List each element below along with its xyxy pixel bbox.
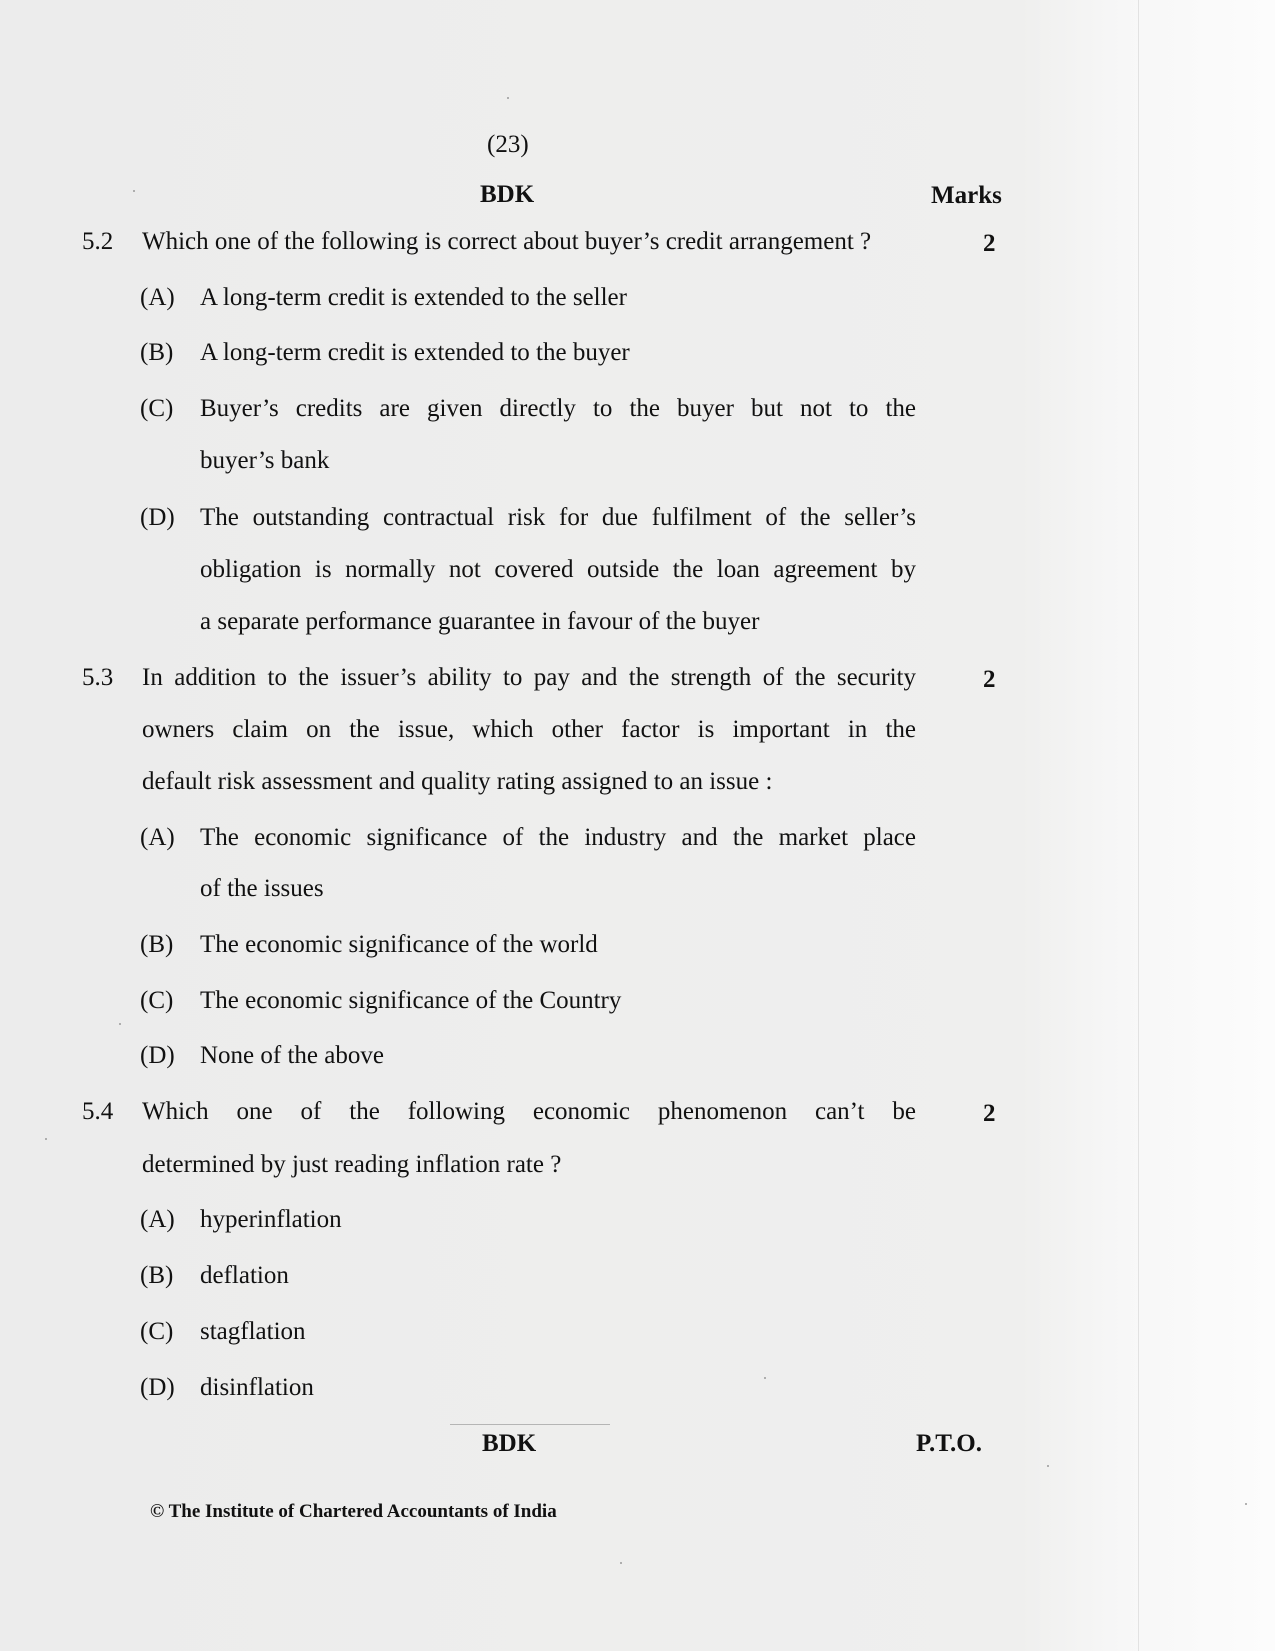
- question-marks: 2: [983, 666, 996, 693]
- scan-speck: [764, 1377, 766, 1379]
- option-label: (C): [140, 395, 174, 422]
- scan-speck: [119, 1023, 121, 1025]
- pto-label: P.T.O.: [916, 1430, 982, 1457]
- option-label: (A): [140, 824, 175, 851]
- question-text: default risk assessment and quality rating assigned to an issue :: [142, 768, 773, 795]
- option-text: a separate performance guarantee in favour of the buyer: [200, 608, 760, 635]
- scan-speck: [133, 190, 135, 192]
- scan-speck: [1245, 1503, 1247, 1505]
- option-label: (B): [140, 931, 174, 958]
- option-label: (C): [140, 1318, 174, 1345]
- option-text: disinflation: [200, 1374, 314, 1401]
- question-marks: 2: [983, 230, 996, 257]
- question-number: 5.4: [82, 1098, 114, 1125]
- question-marks: 2: [983, 1100, 996, 1127]
- marks-heading: Marks: [931, 182, 1002, 209]
- question-number: 5.3: [82, 664, 114, 691]
- option-label: (B): [140, 339, 174, 366]
- option-text: Buyer’s credits are given directly to the buyer but not to the: [200, 395, 916, 422]
- question-text: Which one of the following is correct about buyer’s credit arrangement ?: [142, 228, 872, 255]
- question-text: determined by just reading inflation rate ?: [142, 1151, 562, 1178]
- question-text: owners claim on the issue, which other factor is important in the: [142, 716, 916, 743]
- option-label: (A): [140, 284, 175, 311]
- scan-speck: [507, 97, 509, 99]
- scan-speck: [1047, 1465, 1049, 1467]
- option-label: (B): [140, 1262, 174, 1289]
- option-text: obligation is normally not covered outside the loan agreement by: [200, 556, 916, 583]
- copyright-notice: © The Institute of Chartered Accountants of India: [150, 1501, 557, 1522]
- scan-speck: [45, 1138, 47, 1140]
- option-text: A long-term credit is extended to the seller: [200, 284, 627, 311]
- option-text: The outstanding contractual risk for due fulfilment of the seller’s: [200, 504, 916, 531]
- question-text: In addition to the issuer’s ability to pay and the strength of the security: [142, 664, 916, 691]
- question-number: 5.2: [82, 228, 114, 255]
- option-label: (A): [140, 1206, 175, 1233]
- page-edge-shadow: [1138, 0, 1139, 1651]
- option-text: The economic significance of the Country: [200, 987, 622, 1014]
- option-label: (D): [140, 504, 175, 531]
- option-text: deflation: [200, 1262, 289, 1289]
- option-text: hyperinflation: [200, 1206, 342, 1233]
- question-text: Which one of the following economic phenomenon can’t be: [142, 1098, 916, 1125]
- page-number: (23): [487, 131, 529, 158]
- option-text: The economic significance of the world: [200, 931, 598, 958]
- scan-speck: [620, 1562, 622, 1564]
- option-text: of the issues: [200, 875, 324, 902]
- option-text: The economic significance of the industry and the market place: [200, 824, 916, 851]
- paper-code: BDK: [480, 181, 535, 208]
- footer-divider: [450, 1424, 610, 1425]
- option-label: (D): [140, 1042, 175, 1069]
- footer-paper-code: BDK: [482, 1430, 537, 1457]
- option-text: stagflation: [200, 1318, 306, 1345]
- option-text: None of the above: [200, 1042, 384, 1069]
- option-text: buyer’s bank: [200, 447, 330, 474]
- option-label: (C): [140, 987, 174, 1014]
- option-text: A long-term credit is extended to the buyer: [200, 339, 630, 366]
- option-label: (D): [140, 1374, 175, 1401]
